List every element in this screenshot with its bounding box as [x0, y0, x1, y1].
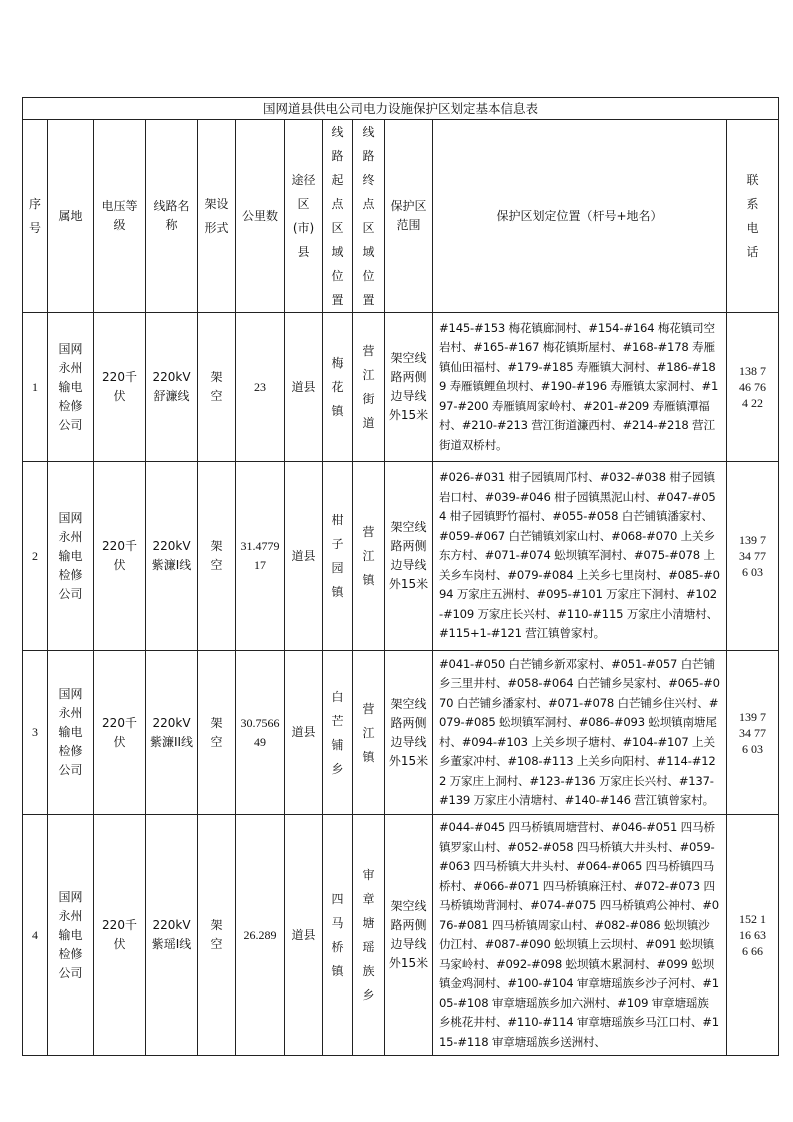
cell-county: 道县 [285, 815, 323, 1056]
cell-start: 梅花镇 [323, 313, 353, 462]
header-owner: 属地 [48, 120, 94, 313]
cell-owner: 国网永州输电检修公司 [48, 313, 94, 462]
header-positions: 保护区划定位置（杆号+地名） [433, 120, 727, 313]
table-row [23, 313, 779, 462]
cell-positions: #145-#153 梅花镇廊洞村、#154-#164 梅花镇司空岩村、#165-#167 梅花镇斯屋村、#168-#178 寿雁镇仙田福村、#179-#185 寿雁镇大洞村、#186-#189 寿雁镇鲤鱼坝村、#190-#196 寿雁镇太家洞村、#197-#200 寿雁镇周家岭村、#201-#209 寿雁镇潭福村、#210-#213 营江街道濂西村、#214-#218 营江街道双桥村。 [433, 313, 727, 462]
cell-range: 架空线路两侧边导线外15米 [385, 462, 433, 651]
cell-phone: 138 746 764 22 [727, 313, 779, 462]
table-row [23, 462, 779, 651]
cell-start: 柑子园镇 [323, 462, 353, 651]
cell-range: 架空线路两侧边导线外15米 [385, 313, 433, 462]
cell-start: 四马桥镇 [323, 815, 353, 1056]
cell-km: 31.477917 [236, 462, 285, 651]
cell-positions: #041-#050 白芒铺乡新邓家村、#051-#057 白芒铺乡三里井村、#058-#064 白芒铺乡吴家村、#065-#070 白芒铺乡潘家村、#071-#078 白芒铺乡住兴村、#079-#085 蚣坝镇军洞村、#086-#093 蚣坝镇南塘尾村、#094-#103 上关乡坝子塘村、#104-#107 上关乡董家冲村、#108-#113 上关乡向阳村、#114-#122 万家庄上洞村、#123-#136 万家庄长兴村、#137-#139 万家庄小清塘村、#140-#146 营江镇曾家村。 [433, 651, 727, 815]
header-voltage: 电压等级 [94, 120, 146, 313]
header-phone: 联系电话 [727, 120, 779, 313]
cell-start: 白芒铺乡 [323, 651, 353, 815]
cell-phone: 139 734 776 03 [727, 462, 779, 651]
header-start: 线路起点区域位置 [323, 120, 353, 313]
cell-voltage: 220千伏 [94, 462, 146, 651]
header-end: 线路终点区域位置 [353, 120, 385, 313]
cell-voltage: 220千伏 [94, 313, 146, 462]
cell-km: 30.756649 [236, 651, 285, 815]
cell-positions: #044-#045 四马桥镇周塘营村、#046-#051 四马桥镇罗家山村、#052-#058 四马桥镇大井头村、#059-#063 四马桥镇大井头村、#064-#065 四马桥镇四马桥村、#066-#071 四马桥镇麻汪村、#072-#073 四马桥镇坳背洞村、#074-#075 四马桥镇鸡公神村、#076-#081 四马桥镇周家山村、#082-#086 蚣坝镇沙仂江村、#087-#090 蚣坝镇上云坝村、#091 蚣坝镇马家岭村、#092-#098 蚣坝镇木累洞村、#099 蚣坝镇金鸡洞村、#100-#104 审章塘瑶族乡沙子河村、#105-#108 审章塘瑶族乡加六洲村、#109 审章塘瑶族乡桃花井村、#110-#114 审章塘瑶族乡马江口村、#115-#118 审章塘瑶族乡送洲村、 [433, 815, 727, 1056]
protection-zone-table [22, 97, 779, 1056]
cell-line: 220kV紫瑶I线 [146, 815, 198, 1056]
cell-type: 架空 [198, 815, 236, 1056]
cell-end: 营江街道 [353, 313, 385, 462]
table-title: 国网道县供电公司电力设施保护区划定基本信息表 [23, 98, 779, 120]
cell-line: 220kV紫濂II线 [146, 651, 198, 815]
cell-range: 架空线路两侧边导线外15米 [385, 815, 433, 1056]
cell-km: 23 [236, 313, 285, 462]
cell-range: 架空线路两侧边导线外15米 [385, 651, 433, 815]
cell-county: 道县 [285, 651, 323, 815]
cell-end: 营江镇 [353, 462, 385, 651]
cell-type: 架空 [198, 651, 236, 815]
header-row [23, 120, 779, 313]
cell-type: 架空 [198, 462, 236, 651]
cell-no: 3 [23, 651, 48, 815]
cell-phone: 152 116 636 66 [727, 815, 779, 1056]
cell-line: 220kV紫濂I线 [146, 462, 198, 651]
cell-owner: 国网永州输电检修公司 [48, 815, 94, 1056]
cell-no: 1 [23, 313, 48, 462]
cell-end: 审章塘瑶族乡 [353, 815, 385, 1056]
cell-no: 2 [23, 462, 48, 651]
header-no: 序号 [23, 120, 48, 313]
header-county: 途径区(市)县 [285, 120, 323, 313]
cell-owner: 国网永州输电检修公司 [48, 651, 94, 815]
cell-county: 道县 [285, 462, 323, 651]
cell-phone: 139 734 776 03 [727, 651, 779, 815]
header-type: 架设形式 [198, 120, 236, 313]
cell-km: 26.289 [236, 815, 285, 1056]
table-row [23, 651, 779, 815]
cell-voltage: 220千伏 [94, 651, 146, 815]
cell-no: 4 [23, 815, 48, 1056]
header-line: 线路名称 [146, 120, 198, 313]
cell-county: 道县 [285, 313, 323, 462]
header-range: 保护区范围 [385, 120, 433, 313]
cell-owner: 国网永州输电检修公司 [48, 462, 94, 651]
header-km: 公里数 [236, 120, 285, 313]
cell-positions: #026-#031 柑子园镇周邝村、#032-#038 柑子园镇岩口村、#039-#046 柑子园镇黑泥山村、#047-#054 柑子园镇野竹福村、#055-#058 白芒铺镇潘家村、#059-#067 白芒铺镇刘家山村、#068-#070 上关乡东方村、#071-#074 蚣坝镇军洞村、#075-#078 上关乡车岗村、#079-#084 上关乡七里岗村、#085-#094 万家庄五洲村、#095-#101 万家庄下洞村、#102-#109 万家庄长兴村、#110-#115 万家庄小清塘村、#115+1-#121 营江镇曾家村。 [433, 462, 727, 651]
table-row [23, 815, 779, 1056]
cell-line: 220kV舒濂线 [146, 313, 198, 462]
cell-end: 营江镇 [353, 651, 385, 815]
cell-voltage: 220千伏 [94, 815, 146, 1056]
cell-type: 架空 [198, 313, 236, 462]
